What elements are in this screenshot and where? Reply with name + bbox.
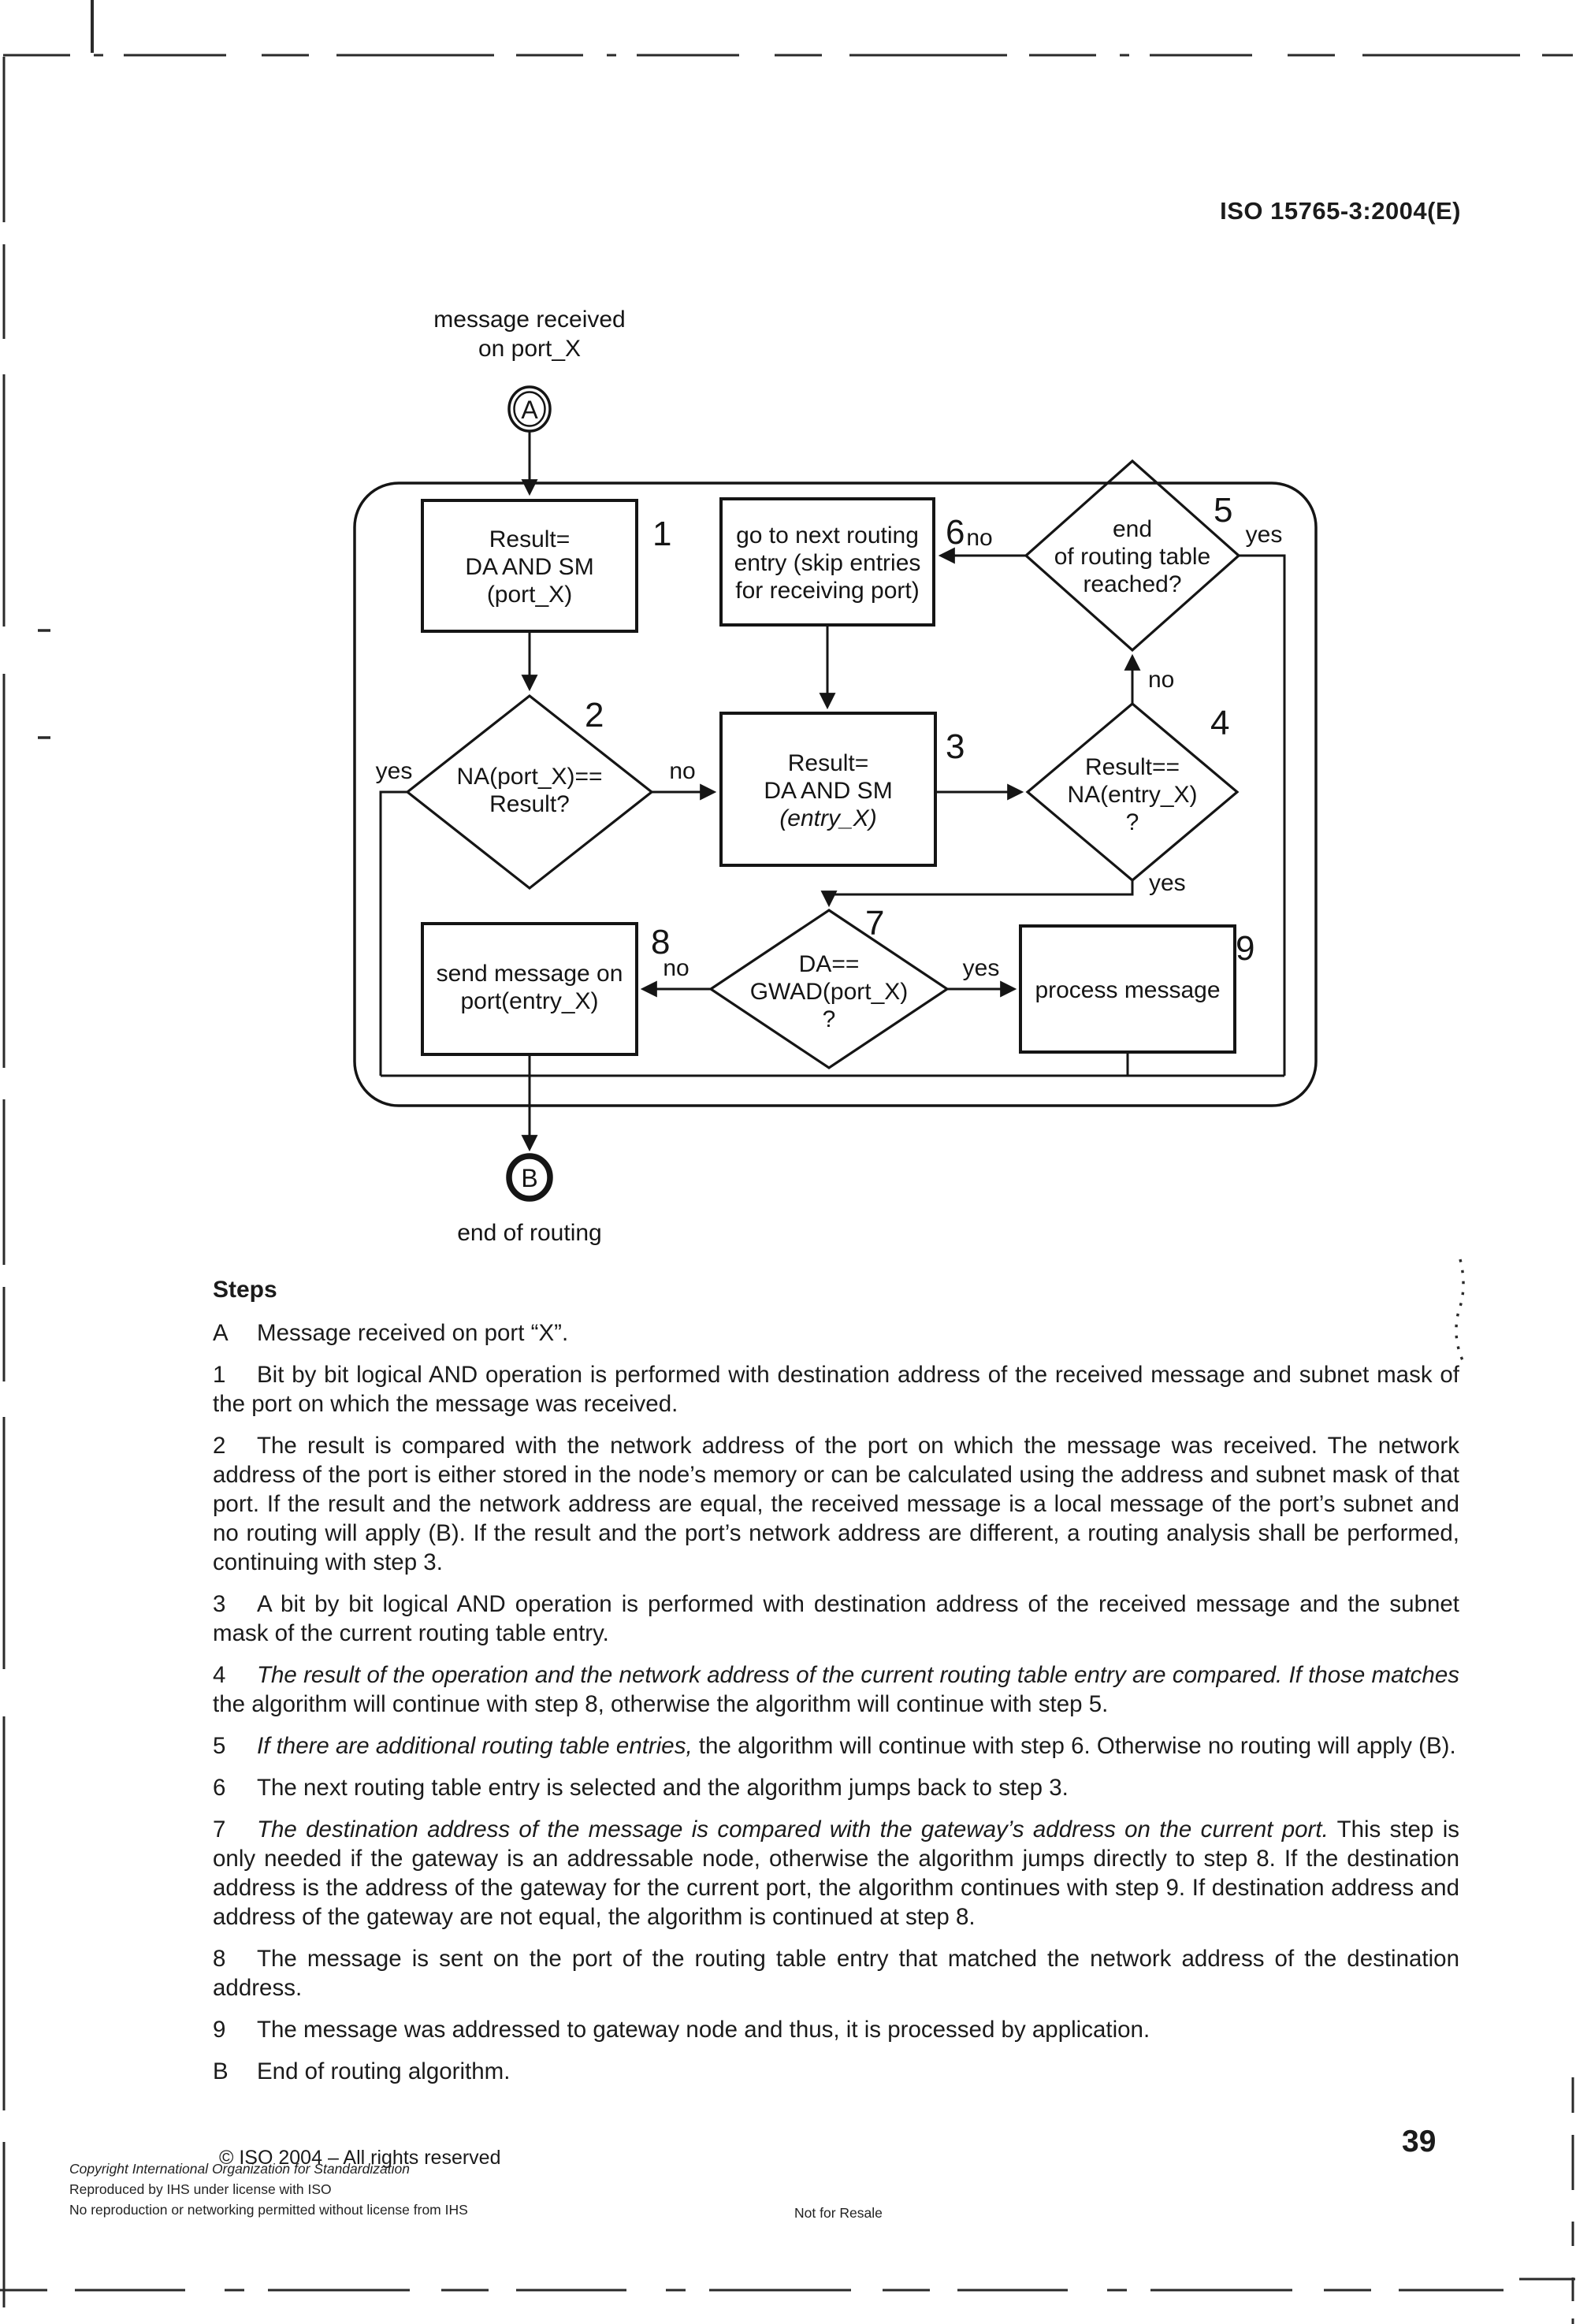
svg-text:?: ?	[1125, 809, 1139, 835]
step-item-A	[213, 1318, 1459, 1348]
footer-no-reproduction-line: No reproduction or networking permitted without license from IHS	[69, 2202, 468, 2218]
step-number-6: 6	[946, 513, 965, 552]
label-no-5-6: no	[966, 525, 993, 551]
svg-text:NA(entry_X): NA(entry_X)	[1067, 782, 1198, 808]
svg-text:(entry_X): (entry_X)	[779, 805, 877, 831]
svg-text:entry (skip entries: entry (skip entries	[734, 550, 921, 576]
footer-copyright-org: Copyright International Organization for Standardization	[69, 2161, 410, 2177]
node-box-1	[422, 500, 671, 631]
step-text: The destination address of the message is compared with the gateway’s address on the current port.	[257, 1816, 1329, 1842]
svg-text:Result==: Result==	[1084, 754, 1180, 780]
svg-text:of routing table: of routing table	[1054, 544, 1211, 570]
svg-text:Result?: Result?	[489, 791, 570, 817]
step-number-9: 9	[1236, 929, 1255, 968]
svg-text:?: ?	[822, 1006, 836, 1032]
node-box-8	[422, 923, 670, 1054]
step-item-8	[213, 1944, 1459, 2002]
steps-list	[213, 1318, 1459, 2086]
svg-text:reached?: reached?	[1083, 571, 1182, 597]
svg-text:send message on: send message on	[436, 961, 623, 987]
step-text: This step is only needed if the gateway is an addressable node, otherwise the algorithm jumps directly to step 8. If the destination address is the address of the gateway for the current port, the algorithm continues with step 9. If destination address and address of the gateway are not equal, the algorithm is continued at step 8.	[213, 1816, 1459, 1930]
node-box-9	[1020, 926, 1254, 1052]
step-label: 2	[213, 1433, 226, 1459]
step-text: The message was addressed to gateway node and thus, it is processed by application.	[257, 2017, 1150, 2043]
step-text: If there are additional routing table entries,	[257, 1733, 693, 1759]
terminator-a	[509, 387, 550, 431]
svg-text:port(entry_X): port(entry_X)	[460, 988, 599, 1014]
label-no-2-3: no	[669, 758, 696, 784]
footer-not-for-resale: Not for Resale	[794, 2205, 883, 2221]
svg-text:Result=: Result=	[489, 526, 571, 552]
step-label: 8	[213, 1946, 226, 1972]
svg-text:DA AND SM: DA AND SM	[764, 778, 893, 804]
svg-text:Result=: Result=	[787, 750, 869, 776]
label-yes-2: yes	[375, 758, 413, 784]
step-label: 5	[213, 1733, 226, 1759]
label-no-7-8: no	[663, 955, 690, 981]
node-diamond-4	[1028, 704, 1237, 880]
svg-text:DA==: DA==	[798, 951, 860, 977]
step-item-5	[213, 1731, 1459, 1761]
svg-text:go to next routing: go to next routing	[736, 522, 919, 548]
step-item-3	[213, 1590, 1459, 1648]
node-box-3	[721, 713, 965, 865]
step-label: A	[213, 1320, 229, 1346]
step-item-2	[213, 1431, 1459, 1577]
step-label: 7	[213, 1816, 226, 1842]
step-number-4: 4	[1210, 704, 1230, 742]
node-diamond-7	[711, 904, 947, 1068]
document-header-title: ISO 15765-3:2004(E)	[1220, 197, 1461, 225]
terminator-b	[509, 1156, 550, 1199]
step-item-B	[213, 2057, 1459, 2086]
step-item-6	[213, 1773, 1459, 1802]
svg-text:B: B	[521, 1164, 538, 1192]
step-text: Message received on port “X”.	[257, 1320, 569, 1346]
step-number-1: 1	[652, 515, 672, 553]
step-label: 6	[213, 1775, 226, 1801]
svg-text:(port_X): (port_X)	[486, 582, 573, 608]
step-text: the algorithm will continue with step 8, otherwise the algorithm will continue with step 5.	[213, 1691, 1109, 1717]
iso-copyright-line: © ISO 2004 – All rights reserved	[219, 2147, 501, 2169]
label-yes-7-9: yes	[962, 955, 1000, 981]
step-item-9	[213, 2015, 1459, 2044]
svg-text:NA(port_X)==: NA(port_X)==	[456, 764, 603, 790]
step-number-3: 3	[946, 727, 965, 766]
entry-label-line2: on port_X	[478, 336, 582, 362]
step-number-8: 8	[651, 923, 671, 961]
step-label: 9	[213, 2017, 226, 2043]
step-text: End of routing algorithm.	[257, 2058, 511, 2084]
node-diamond-2	[407, 696, 652, 888]
step-label: 3	[213, 1591, 226, 1617]
steps-heading: Steps	[213, 1277, 277, 1303]
svg-text:process message: process message	[1035, 977, 1221, 1003]
step-text: Bit by bit logical AND operation is performed with destination address of the received message and subnet mask of the port on which the message was received.	[213, 1362, 1459, 1417]
label-yes-5: yes	[1245, 522, 1283, 548]
step-item-1	[213, 1360, 1459, 1419]
step-label: B	[213, 2058, 229, 2084]
step-item-7	[213, 1815, 1459, 1932]
step-text: The message is sent on the port of the routing table entry that matched the network address of the destination address.	[213, 1946, 1459, 2001]
svg-text:for receiving port): for receiving port)	[735, 578, 920, 604]
svg-text:GWAD(port_X): GWAD(port_X)	[749, 979, 909, 1005]
step-number-5: 5	[1214, 491, 1233, 530]
end-of-routing-label: end of routing	[457, 1220, 602, 1246]
step-number-7: 7	[865, 904, 885, 943]
step-text: The next routing table entry is selected and the algorithm jumps back to step 3.	[257, 1775, 1069, 1801]
step-item-4	[213, 1660, 1459, 1719]
page-number: 39	[1402, 2125, 1437, 2159]
svg-text:end: end	[1112, 516, 1153, 542]
steps-section	[213, 1275, 1459, 2099]
step-label: 4	[213, 1662, 226, 1688]
step-text: The result of the operation and the network address of the current routing table entry are compared. If those matches	[257, 1662, 1459, 1688]
flowchart-edges	[381, 556, 1284, 1149]
svg-text:A: A	[521, 396, 538, 424]
label-no-4-5: no	[1148, 667, 1175, 693]
svg-text:DA AND SM: DA AND SM	[465, 554, 594, 580]
step-text: the algorithm will continue with step 6. Otherwise no routing will apply (B).	[692, 1733, 1456, 1759]
step-text: A bit by bit logical AND operation is performed with destination address of the received message and the subnet mask of the current routing table entry.	[213, 1591, 1459, 1646]
step-label: 1	[213, 1362, 226, 1388]
node-diamond-5	[1026, 461, 1239, 650]
label-yes-4: yes	[1149, 870, 1186, 896]
node-box-6	[721, 499, 965, 625]
entry-label-line1: message received	[433, 307, 626, 333]
footer-reproduced-line: Reproduced by IHS under license with ISO	[69, 2181, 332, 2197]
step-number-2: 2	[585, 696, 604, 734]
step-text: The result is compared with the network address of the port on which the message was received. The network address of the port is either stored in the node’s memory or can be calculated using the address and subnet mask of that port. If the result and the network address are equal, the received message is a local message of the port’s subnet and no routing will apply (B). If the result and the port’s network address are different, a routing analysis shall be performed, continuing with step 3.	[213, 1433, 1459, 1575]
